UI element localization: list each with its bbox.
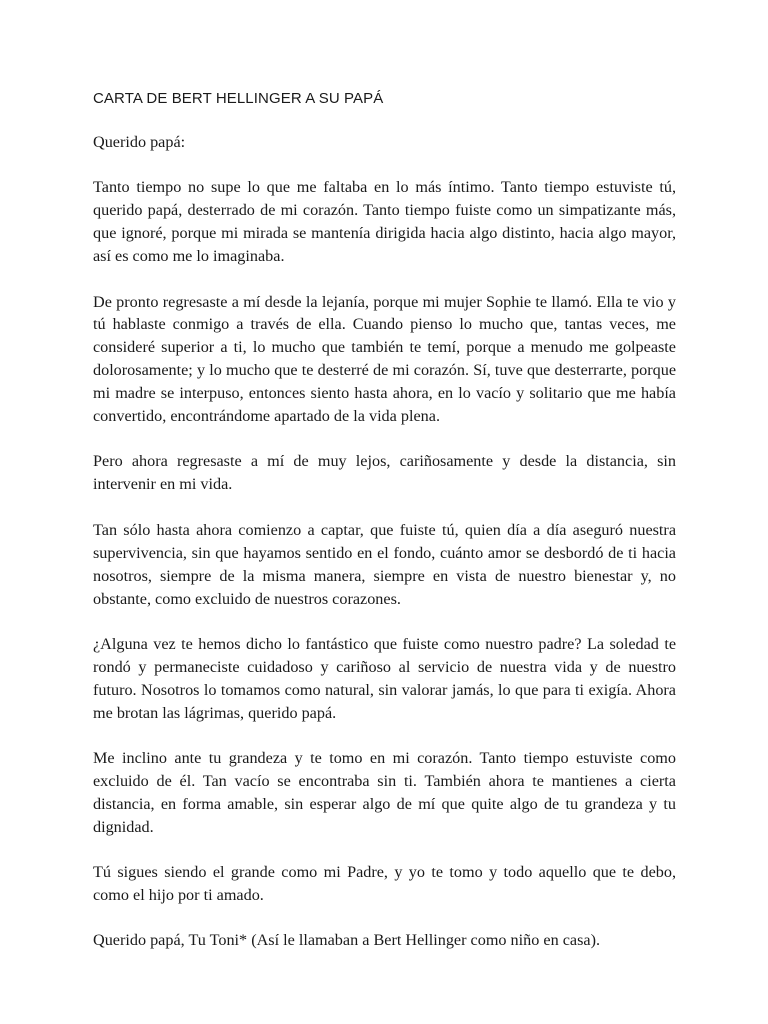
paragraph: ¿Alguna vez te hemos dicho lo fantástico que fuiste como nuestro padre? La soledad te rondó y permaneciste cuidadoso y cariñoso al servicio de nuestra vida y de nuestro futuro. Nosotros lo tomamos como natural, sin valorar jamás, lo que para ti exigía. Ahora me brotan las lágrimas, querido papá. xyxy=(93,634,676,722)
salutation: Querido papá: xyxy=(93,133,186,151)
paragraph: Pero ahora regresaste a mí de muy lejos, cariñosamente y desde la distancia, sin intervenir en mi vida. xyxy=(93,452,676,494)
paragraph: Me inclino ante tu grandeza y te tomo en mi corazón. Tanto tiempo estuviste como excluido de él. Tan vacío se encontraba sin ti. También ahora te mantienes a cierta distancia, en forma amable, sin esperar algo de mí que quite algo de tu grandeza y tu dignidad. xyxy=(93,749,676,836)
closing-signature: Querido papá, Tu Toni* (Así le llamaban a Bert Hellinger como niño en casa). xyxy=(93,931,601,950)
paragraph: Tú sigues siendo el grande como mi Padre, y yo te tomo y todo aquello que te debo, como el hijo por ti amado. xyxy=(93,863,676,905)
document-title: CARTA DE BERT HELLINGER A SU PAPÁ xyxy=(93,90,384,107)
paragraph: Tanto tiempo no supe lo que me faltaba en lo más íntimo. Tanto tiempo estuviste tú, querido papá, desterrado de mi corazón. Tanto tiempo fuiste como un simpatizante más, que ignoré, porque mi mirada se mantenía dirigida hacia algo distinto, hacia algo mayor, así es como me lo imaginaba. xyxy=(93,178,676,266)
document-page xyxy=(93,88,676,975)
paragraph: De pronto regresaste a mí desde la lejanía, porque mi mujer Sophie te llamó. Ella te vio y tú hablaste conmigo a través de ella. Cuando pienso lo mucho que, tantas veces, me consideré superior a ti, lo mucho que también te temí, porque a menudo me golpeaste dolorosamente; y lo mucho que te desterré de mi corazón. Sí, tuve que desterrarte, porque mi madre se interpuso, entonces siento hasta ahora, en lo vacío y solitario que me había convertido, encontrándome apartado de la vida plena. xyxy=(93,292,676,426)
paragraph: Tan sólo hasta ahora comienzo a captar, que fuiste tú, quien día a día aseguró nuestra supervivencia, sin que hayamos sentido en el fondo, cuánto amor se desbordó de ti hacia nosotros, siempre de la misma manera, siempre en vista de nuestro bienestar y, no obstante, como excluido de nuestros corazones. xyxy=(93,520,676,608)
